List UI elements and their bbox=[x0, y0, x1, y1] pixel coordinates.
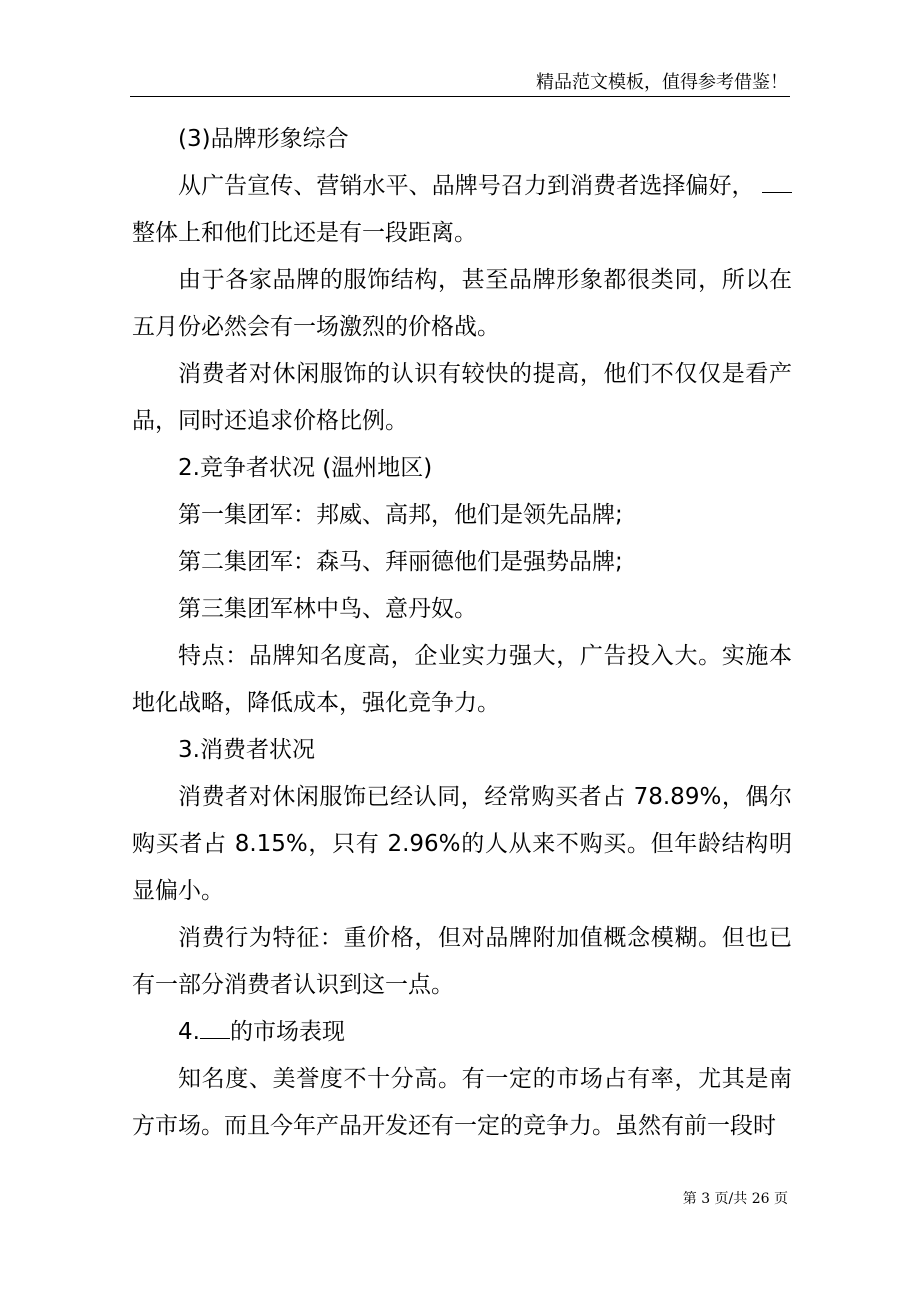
paragraph-competitor-heading: 2.竞争者状况 (温州地区) bbox=[178, 455, 433, 481]
document-body bbox=[132, 116, 792, 1150]
paragraph-consumer-heading: 3.消费者状况 bbox=[178, 737, 315, 763]
paragraph-text-end: 整体上和他们比还是有一段距离。 bbox=[132, 220, 477, 246]
page-header: 精品范文模板，值得参考借鉴！ bbox=[536, 72, 788, 93]
paragraph-consumer-stats: 消费者对休闲服饰已经认同，经常购买者占 78.89%，偶尔购买者占 8.15%，只有 2.96%的人从来不购买。但年龄结构明显偏小。 bbox=[132, 784, 792, 904]
paragraph-consumer-awareness: 消费者对休闲服饰的认识有较快的提高，他们不仅仅是看产品，同时还追求价格比例。 bbox=[132, 361, 792, 434]
paragraph-market-performance: 知名度、美誉度不十分高。有一定的市场占有率，尤其是南方市场。而且今年产品开发还有一定的竞争力。虽然有前一段时 bbox=[132, 1066, 792, 1139]
paragraph-brand-image: (3)品牌形象综合 bbox=[178, 126, 349, 152]
header-divider bbox=[130, 96, 790, 97]
paragraph-advertising-comparison bbox=[132, 163, 792, 257]
paragraph-first-group: 第一集团军：邦威、高邦，他们是领先品牌; bbox=[178, 502, 623, 528]
paragraph-price-war: 由于各家品牌的服饰结构，甚至品牌形象都很类同，所以在五月份必然会有一场激烈的价格战。 bbox=[132, 267, 792, 340]
paragraph-text-end: 的市场表现 bbox=[229, 1019, 345, 1045]
paragraph-text-start: 4. bbox=[178, 1019, 200, 1045]
paragraph-text-start: 从广告宣传、营销水平、品牌号召力到消费者选择偏好， bbox=[178, 173, 755, 199]
paragraph-characteristics: 特点：品牌知名度高，企业实力强大，广告投入大。实施本地化战略，降低成本，强化竞争力。 bbox=[132, 643, 792, 716]
paragraph-market-heading bbox=[132, 1009, 792, 1056]
paragraph-consumer-behavior: 消费行为特征：重价格，但对品牌附加值概念模糊。但也已有一部分消费者认识到这一点。 bbox=[132, 925, 792, 998]
paragraph-third-group: 第三集团军林中鸟、意丹奴。 bbox=[178, 596, 477, 622]
blank-underline bbox=[200, 1018, 230, 1039]
paragraph-second-group: 第二集团军：森马、拜丽德他们是强势品牌; bbox=[178, 549, 623, 575]
page-footer: 第 3 页/共 26 页 bbox=[682, 1191, 788, 1207]
blank-underline bbox=[762, 172, 792, 193]
